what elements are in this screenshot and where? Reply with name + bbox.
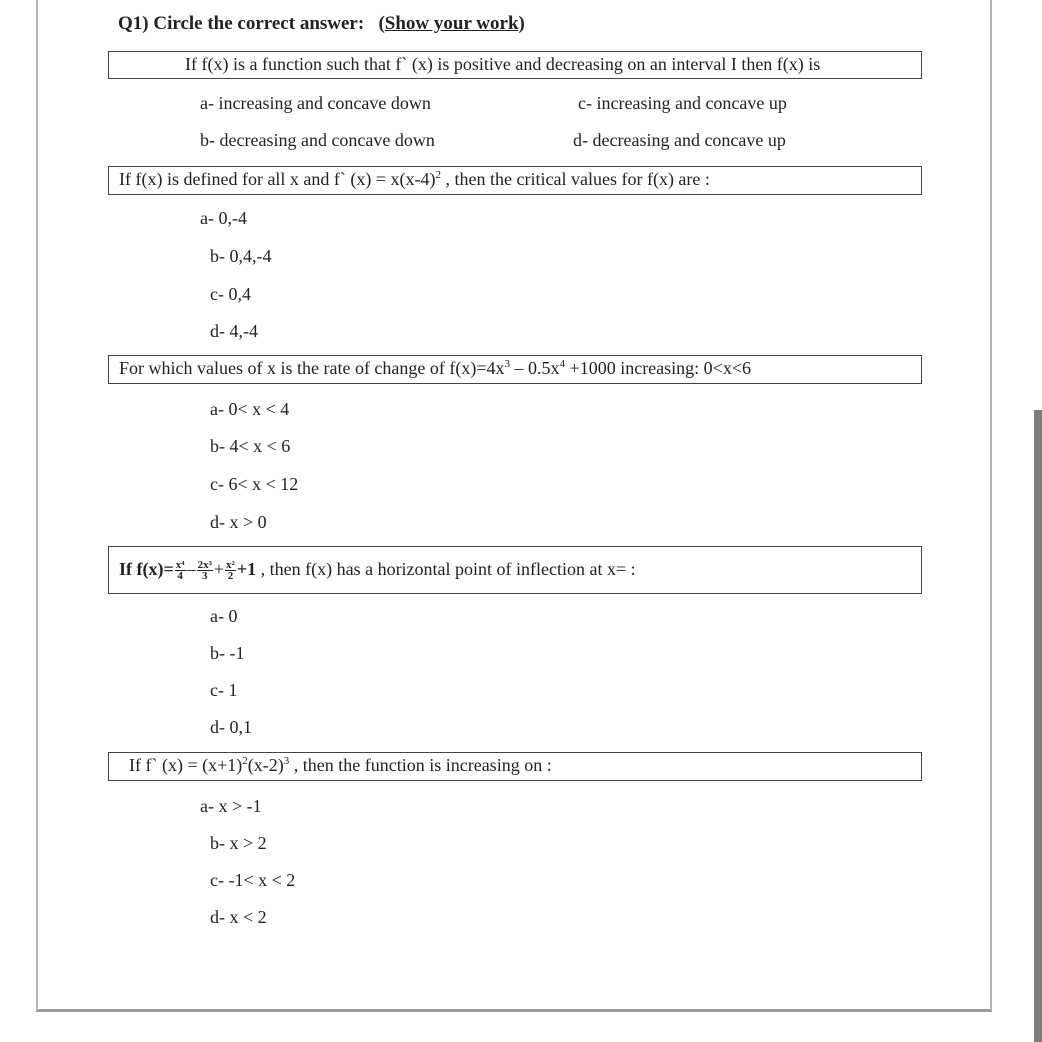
q2-option-b[interactable]: b- 0,4,-4 [210, 246, 272, 266]
scrollbar[interactable] [1034, 410, 1042, 1042]
q3-option-d[interactable]: d- x > 0 [210, 512, 267, 532]
q3-option-a[interactable]: a- 0< x < 4 [210, 399, 290, 419]
worksheet-frame [36, 0, 992, 1012]
q3-option-c[interactable]: c- 6< x < 12 [210, 474, 299, 494]
q5-option-d[interactable]: d- x < 2 [210, 907, 267, 927]
q1-option-c[interactable]: c- increasing and concave up [578, 93, 787, 113]
q3-prompt: For which values of x is the rate of change of $f(x)=4x^3 - 0.5x^4 +1000$ increasing: 0<x<6 [119, 358, 751, 378]
q4-prompt-box [108, 546, 922, 594]
q1-prompt-box [108, 51, 922, 79]
q1-prompt: If f(x) is a function such that fˋ (x) is positive and decreasing on an interval I then f(x) is [185, 54, 821, 74]
q5-option-a[interactable]: a- x > -1 [200, 796, 262, 816]
q4-option-c[interactable]: c- 1 [210, 680, 238, 700]
q2-prompt-box [108, 166, 922, 195]
q5-prompt: If fˋ $(x) = (x+1)^2(x-2)^3$ , then the function is increasing on : [129, 755, 552, 775]
q4-prompt: If f(x)= $\frac{\text{x⁴}}{4}$ – $\frac{\text{2x³}}{3}$ + $\frac{\text{x²}}{2}$ +1 , then f(x) has a horizontal point of inflection at x= : [119, 559, 636, 583]
q2-option-a[interactable]: a- 0,-4 [200, 208, 247, 228]
q3-prompt-box [108, 355, 922, 384]
q3-option-b[interactable]: b- 4< x < 6 [210, 436, 291, 456]
q4-option-d[interactable]: d- 0,1 [210, 717, 252, 737]
q1-option-a[interactable]: a- increasing and concave down [200, 93, 431, 113]
q2-option-d[interactable]: d- 4,-4 [210, 321, 258, 341]
q2-prompt: If f(x) is defined for all x and fˋ $(x) = x(x-4)^2$ , then the critical values for f(x) are : [119, 169, 710, 189]
q5-option-c[interactable]: c- -1< x < 2 [210, 870, 296, 890]
q1-option-d[interactable]: d- decreasing and concave up [573, 130, 786, 150]
question-title: Q1) Circle the correct answer: (Show your work) [118, 13, 525, 34]
q5-option-b[interactable]: b- x > 2 [210, 833, 267, 853]
q4-option-a[interactable]: a- 0 [210, 606, 238, 626]
q2-option-c[interactable]: c- 0,4 [210, 284, 251, 304]
q5-prompt-box [108, 752, 922, 781]
q1-option-b[interactable]: b- decreasing and concave down [200, 130, 435, 150]
q4-option-b[interactable]: b- -1 [210, 643, 245, 663]
show-work-note: Show your work [384, 13, 519, 34]
